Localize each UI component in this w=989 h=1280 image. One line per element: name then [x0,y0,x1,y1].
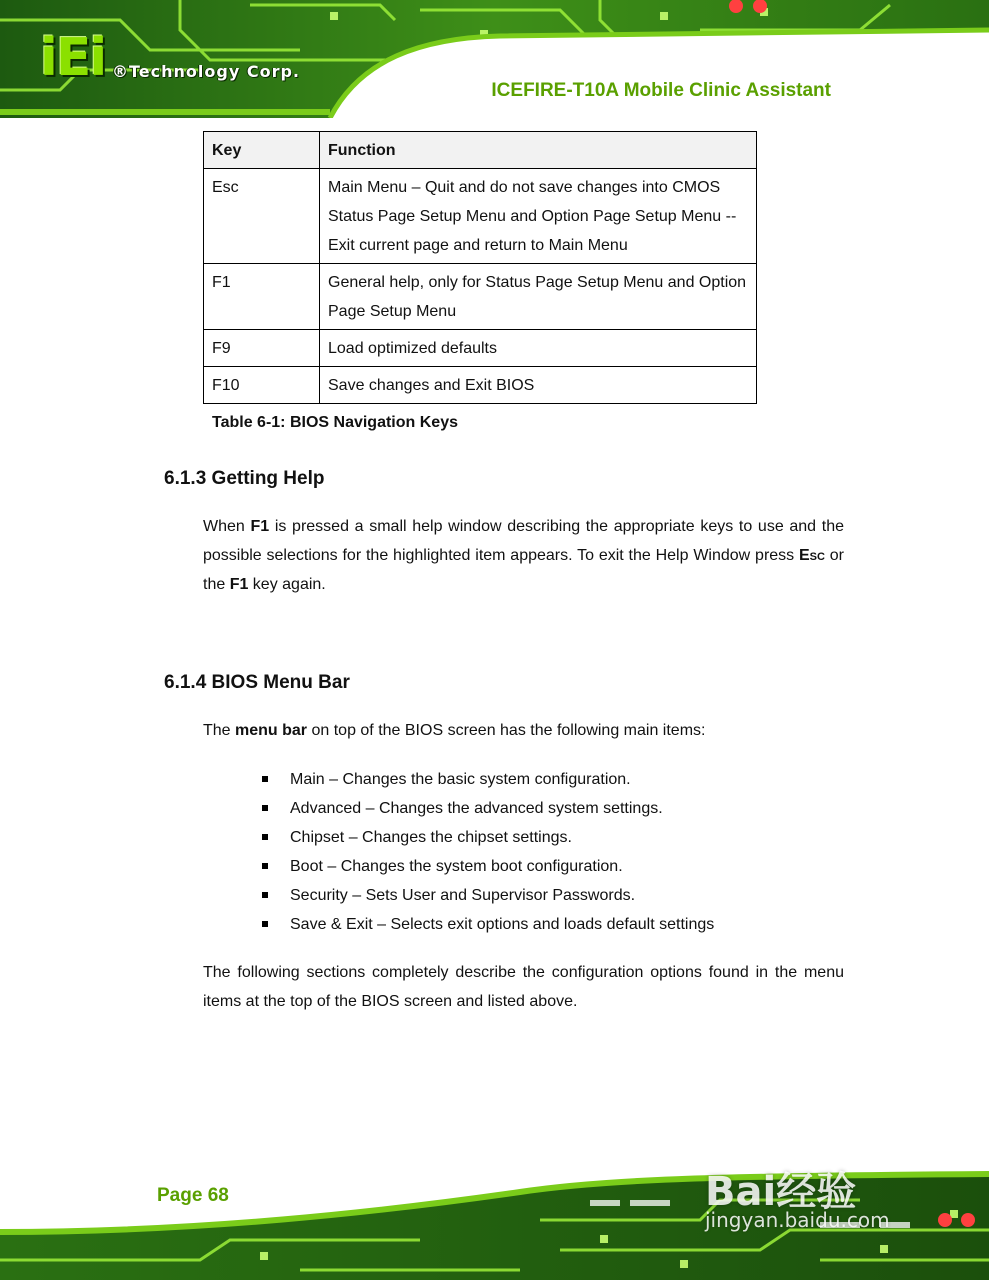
watermark-url: jingyan.baidu.com [705,1208,890,1232]
function-cell [320,330,757,367]
menu-items-list [262,765,714,939]
key-cell: F9 [204,330,320,367]
text-run: key again. [248,576,326,593]
text-run: on top of the BIOS screen has the following main items: [307,722,706,739]
key-cell: F1 [204,264,320,330]
bullet-icon [262,863,268,869]
baidu-watermark: Bai经验 [705,1169,857,1215]
page-number: Page 68 [157,1185,229,1206]
list-item-text: Main – Changes the basic system configuration. [290,771,631,788]
list-item [262,765,714,794]
table-row [204,367,757,404]
list-item [262,910,714,939]
table-row [204,330,757,367]
list-item-text: Chipset – Changes the chipset settings. [290,829,572,846]
text-run: or the [203,547,844,593]
navigation-keys-table [203,131,757,404]
key-cell: Esc [204,169,320,264]
list-item [262,881,714,910]
function-line: Exit current page and return to Main Menu [328,237,628,254]
function-cell [320,169,757,264]
section-heading-getting-help: 6.1.3 Getting Help [164,468,325,489]
menu-bar-intro [203,716,844,745]
list-item-text: Save & Exit – Selects exit options and loads default settings [290,916,715,933]
function-cell [320,264,757,330]
function-line: Load optimized defaults [328,340,497,357]
function-line: Status Page Setup Menu and Option Page Setup Menu -- [328,208,737,225]
bold-term: menu bar [235,722,308,739]
function-line: Page Setup Menu [328,303,457,320]
table-row [204,169,757,264]
table-row [204,264,757,330]
key-esc: Esc [799,547,825,564]
column-header-function: Function [320,132,757,169]
text-run: is pressed a small help window describing the appropriate keys to use and the possible selections for the highlighted item appears. To exit the Help Window press [203,518,844,564]
bullet-icon [262,834,268,840]
list-item-text: Advanced – Changes the advanced system settings. [290,800,663,817]
column-header-key: Key [204,132,320,169]
bullet-icon [262,776,268,782]
list-item [262,852,714,881]
page-header [0,0,989,118]
key-f1: F1 [250,518,270,535]
iei-logo: iEi [40,28,106,88]
table-header-row [204,132,757,169]
key-f1: F1 [229,576,249,593]
getting-help-paragraph [203,512,844,599]
list-item-text: Boot – Changes the system boot configuration. [290,858,623,875]
bullet-icon [262,921,268,927]
function-cell [320,367,757,404]
function-line: Main Menu – Quit and do not save changes into CMOS [328,179,721,196]
closing-paragraph: The following sections completely describe the configuration options found in the menu items at the top of the BIOS screen and listed above. [203,964,844,1010]
list-item [262,794,714,823]
document-title: ICEFIRE-T10A Mobile Clinic Assistant [491,80,831,101]
key-cell: F10 [204,367,320,404]
paw-icon [0,1160,60,1220]
table-caption: Table 6-1: BIOS Navigation Keys [212,414,458,431]
bullet-icon [262,805,268,811]
bullet-icon [262,892,268,898]
function-line: Save changes and Exit BIOS [328,377,535,394]
section-heading-menu-bar: 6.1.4 BIOS Menu Bar [164,672,350,693]
text-run: When [203,518,251,535]
text-run: The [203,722,236,739]
list-item-text: Security – Sets User and Supervisor Passwords. [290,887,636,904]
list-item [262,823,714,852]
function-line: General help, only for Status Page Setup Menu and Option [328,274,747,291]
company-name: ®Technology Corp. [112,62,300,81]
